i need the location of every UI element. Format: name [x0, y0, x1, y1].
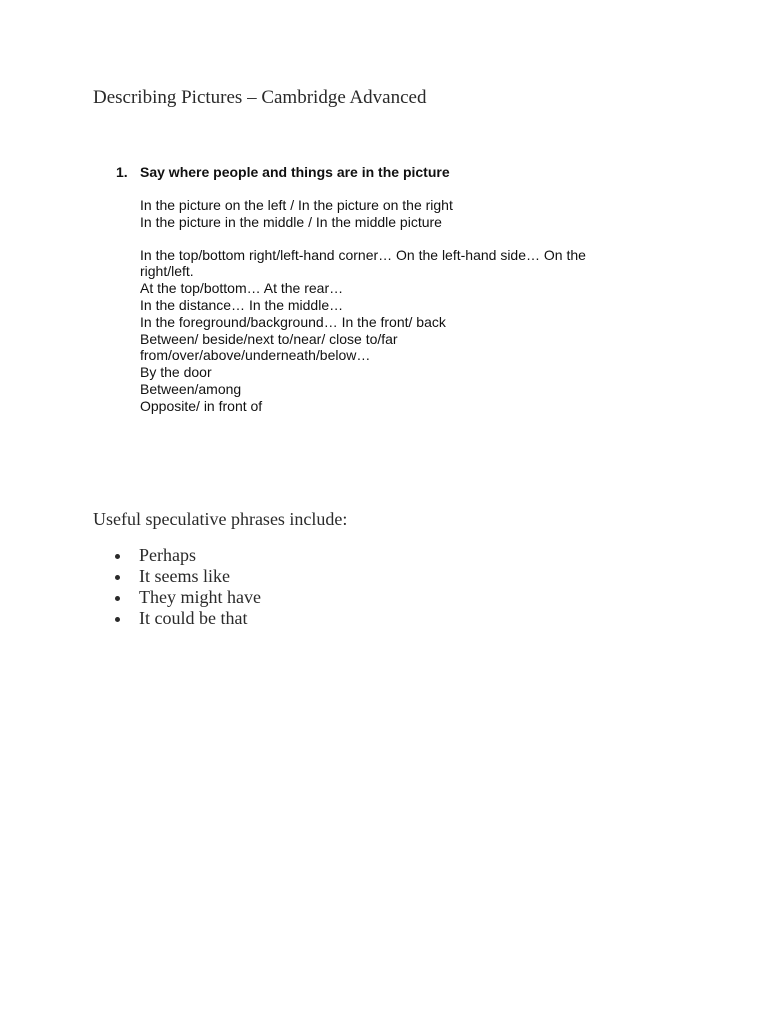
speculative-list: [93, 545, 347, 629]
list-item-text: It seems like: [139, 566, 230, 586]
phrase-line: In the foreground/background… In the front/ back: [140, 313, 446, 330]
phrase-line: In the picture in the middle / In the middle picture: [140, 213, 442, 230]
list-item: [93, 587, 347, 608]
section-number: 1.: [116, 164, 128, 180]
bullet-icon: [93, 587, 139, 608]
phrase-line: right/left.: [140, 263, 194, 280]
phrase-line: Between/ beside/next to/near/ close to/far: [140, 330, 398, 347]
phrase-line: Opposite/ in front of: [140, 397, 263, 414]
list-item-text: They might have: [139, 587, 261, 607]
speculative-intro: Useful speculative phrases include:: [93, 509, 348, 529]
list-item: [93, 566, 347, 587]
phrase-line: At the top/bottom… At the rear…: [140, 280, 344, 297]
bullet-icon: [93, 545, 139, 566]
phrase-line: By the door: [140, 364, 212, 381]
phrase-line: In the top/bottom right/left-hand corner… On the left-hand side… On the: [140, 246, 586, 263]
speculative-phrases: [93, 507, 347, 629]
list-item: [93, 545, 347, 566]
phrase-line: from/over/above/underneath/below…: [140, 347, 371, 364]
bullet-icon: [93, 566, 139, 587]
section-heading-row: [116, 163, 676, 181]
section-body: [140, 197, 676, 415]
phrase-line: Between/among: [140, 380, 242, 397]
document-title: Describing Pictures – Cambridge Advanced: [93, 87, 427, 108]
section-where-things-are: [116, 163, 676, 415]
list-item-text: It could be that: [139, 608, 248, 628]
phrase-line: In the picture on the left / In the picture on the right: [140, 197, 453, 213]
phrase-line: In the distance… In the middle…: [140, 296, 344, 313]
bullet-icon: [93, 608, 139, 629]
section-heading: Say where people and things are in the picture: [140, 164, 450, 180]
list-item-text: Perhaps: [139, 545, 196, 565]
list-item: [93, 608, 347, 629]
group-spacer: [140, 231, 676, 247]
